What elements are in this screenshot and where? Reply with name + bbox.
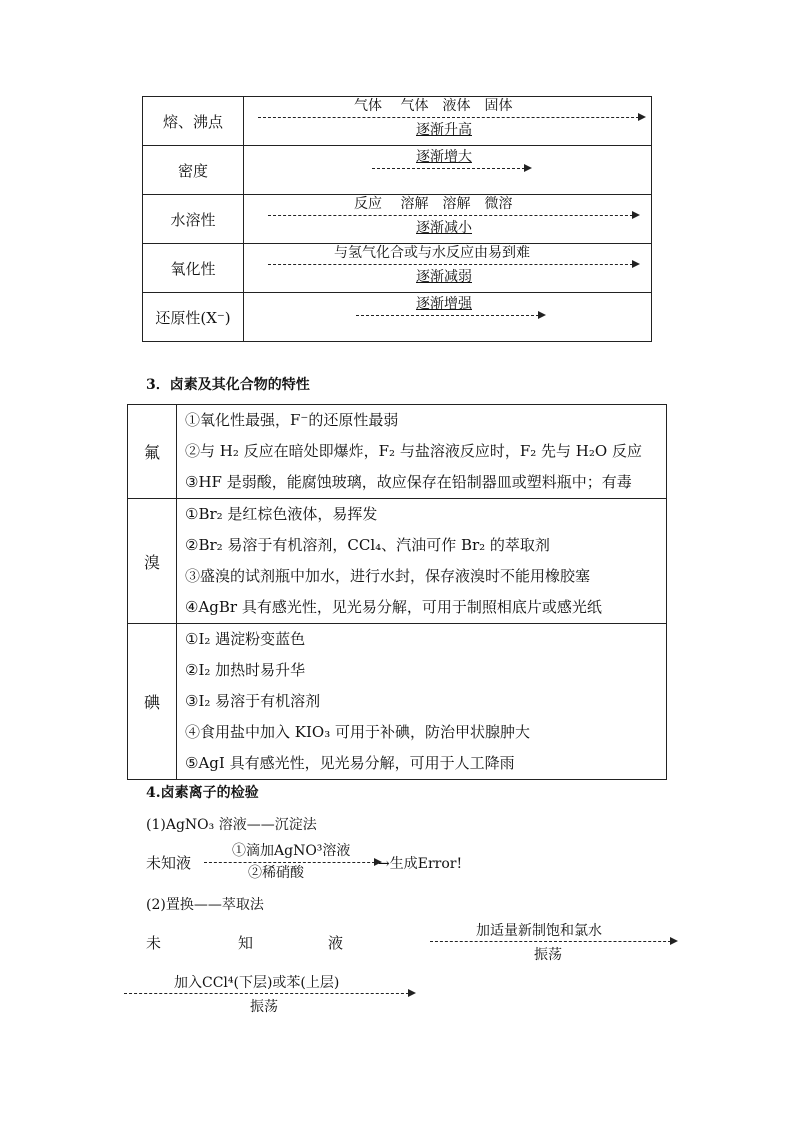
section-4-title: 4.卤素离子的检验 <box>146 785 259 801</box>
dashed-arrow <box>268 215 638 216</box>
property-label: 还原性(X⁻) <box>143 293 244 342</box>
property-item: ②I₂ 加热时易升华 <box>185 661 306 679</box>
property-item: ②与 H₂ 反应在暗处即爆炸，F₂ 与盐溶液反应时，F₂ 先与 H₂O 反应 <box>185 442 642 460</box>
property-item: ①I₂ 遇淀粉变蓝色 <box>185 630 306 648</box>
trend-above: 逐渐增大 <box>416 149 472 165</box>
char: 知 <box>238 934 254 952</box>
property-item: ③盛溴的试剂瓶中加水，进行水封，保存液溴时不能用橡胶塞 <box>185 567 591 585</box>
reagent-above: 加适量新制饱和氯水 <box>476 923 602 939</box>
trend-above: 逐渐增强 <box>416 296 472 312</box>
reagent-above: 加入CCl⁴(下层)或苯(上层) <box>174 975 340 991</box>
property-item: ①Br₂ 是红棕色液体，易挥发 <box>185 505 378 523</box>
dashed-arrow <box>356 315 544 316</box>
dashed-arrow <box>268 264 638 265</box>
section-3-title: 3．卤素及其化合物的特性 <box>146 377 310 393</box>
char: 液 <box>328 934 344 952</box>
table-row <box>128 499 667 624</box>
dashed-arrow <box>258 117 644 118</box>
trend-above: 气体 气体 液体 固体 <box>354 98 513 114</box>
property-item: ③I₂ 易溶于有机溶剂 <box>185 692 321 710</box>
property-label: 熔、沸点 <box>143 97 244 146</box>
property-item: ②Br₂ 易溶于有机溶剂，CCl₄、汽油可作 Br₂ 的萃取剂 <box>185 536 550 554</box>
reagent-below: 振荡 <box>534 947 562 963</box>
element-label: 溴 <box>128 499 177 624</box>
dashed-arrow <box>430 941 676 942</box>
reagent-below: 振荡 <box>250 999 278 1015</box>
property-item: ⑤AgI 具有感光性，见光易分解，可用于人工降雨 <box>185 754 515 772</box>
halogen-properties-table <box>127 404 667 780</box>
method-1-title: (1)AgNO₃ 溶液——沉淀法 <box>146 817 317 833</box>
char: 未 <box>146 934 162 952</box>
element-label: 氟 <box>128 405 177 499</box>
reagent-below: ②稀硝酸 <box>248 865 304 881</box>
trends-table <box>142 96 652 342</box>
property-label: 氧化性 <box>143 244 244 293</box>
property-item: ④AgBr 具有感光性，见光易分解，可用于制照相底片或感光纸 <box>185 598 602 616</box>
table-row <box>143 97 652 146</box>
table-row <box>143 244 652 293</box>
property-label: 密度 <box>143 146 244 195</box>
property-item: ③HF 是弱酸，能腐蚀玻璃，故应保存在铅制器皿或塑料瓶中；有毒 <box>185 473 632 491</box>
trend-above: 反应 溶解 溶解 微溶 <box>354 196 513 212</box>
trend-below: 逐渐升高 <box>416 122 472 138</box>
table-row <box>143 146 652 195</box>
table-row <box>143 195 652 244</box>
reagent-above: ①滴加AgNO³溶液 <box>232 843 351 859</box>
trend-below: 逐渐减弱 <box>416 269 472 285</box>
table-row <box>128 405 667 499</box>
trend-below: 逐渐减小 <box>416 220 472 236</box>
property-item: ④食用盐中加入 KIO₃ 可用于补碘，防治甲状腺肿大 <box>185 723 530 741</box>
method-2-title: (2)置换——萃取法 <box>146 897 264 913</box>
table-row <box>143 293 652 342</box>
unknown-solution-label: 未知液 <box>146 854 192 872</box>
property-label: 水溶性 <box>143 195 244 244</box>
dashed-arrow <box>124 993 414 994</box>
element-label: 碘 <box>128 624 177 780</box>
result-text: →生成Error! <box>378 856 463 872</box>
property-item: ①氧化性最强，F⁻的还原性最弱 <box>185 411 399 429</box>
trend-above: 与氢气化合或与水反应由易到难 <box>334 245 530 261</box>
dashed-arrow <box>372 168 530 169</box>
table-row <box>128 624 667 780</box>
